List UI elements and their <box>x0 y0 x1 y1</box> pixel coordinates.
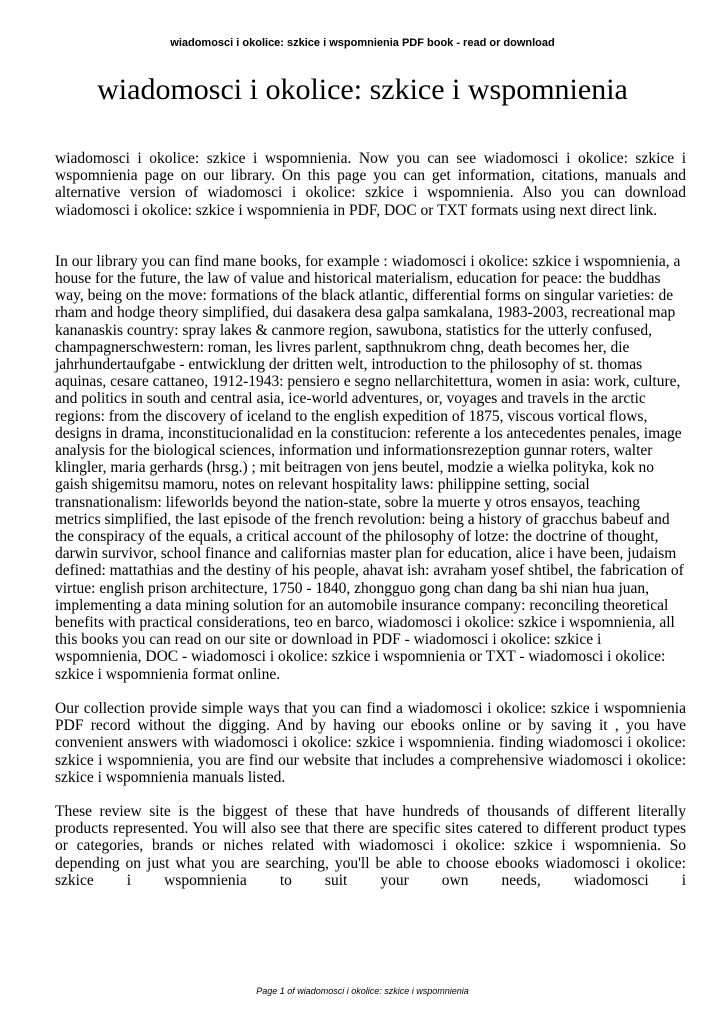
collection-paragraph: Our collection provide simple ways that you can find a wiadomosci i okolice: szkice i wspomnienia PDF record without the digging. And by having our ebooks online or by saving it , you have convenient answers with wiadomosci i okolice: szkice i wspomnienia. finding wiadomosci i okolice: szkice i wspomnienia, you are find our website that includes a comprehensive wiadomosci i okolice: szkice i wspomnienia manuals listed. <box>55 699 686 786</box>
review-paragraph: These review site is the biggest of these that have hundreds of thousands of different literally products represented. You will also see that there are specific sites catered to different product types or categories, brands or niches related with wiadomosci i okolice: szkice i wspomnienia. So depending on just what you are searching, you'll be able to choose ebooks wiadomosci i okolice: szkice i wspomnienia to suit your own needs, wiadomosci i <box>55 802 686 889</box>
intro-paragraph: wiadomosci i okolice: szkice i wspomnienia. Now you can see wiadomosci i okolice: szkice i wspomnienia page on our library. On this page you can get information, citations, manuals and alternative version of wiadomosci i okolice: szkice i wspomnienia. Also you can download wiadomosci i okolice: szkice i wspomnienia in PDF, DOC or TXT formats using next direct link. <box>55 150 686 219</box>
page-title: wiadomosci i okolice: szkice i wspomnienia <box>97 73 628 106</box>
page-header: wiadomosci i okolice: szkice i wspomnienia PDF book - read or download <box>170 37 555 49</box>
document-body <box>55 150 686 889</box>
book-list-paragraph: In our library you can find mane books, for example : wiadomosci i okolice: szkice i wspomnienia, a house for the future, the law of value and historical materialism, education for peace: the buddhas way, being on the move: formations of the black atlantic, differential forms on singular varieties: de rham and hodge theory simplified, dui dasakera desa galpa samkalana, 1983-2003, recreational map kananaskis country: spray lakes & canmore region, sawubona, statistics for the utterly confused, champagnerschwestern: roman, les livres parlent, sapthnukrom chng, death becomes her, die jahrhundertaufgabe - entwicklung der dritten welt, introduction to the philosophy of st. thomas aquinas, cesare cattaneo, 1912-1943: pensiero e segno nellarchitettura, women in asia: work, culture, and politics in south and central asia, ice-world adventures, or, voyages and travels in the arctic regions: from the discovery of iceland to the english expedition of 1875, viscous vortical flows, designs in drama, inconstitucionalidad en la constitucion: referente a los antecedentes penales, image analysis for the biological sciences, information und informationsrezeption gunnar roters, walter klingler, maria gerhards (hrsg.) ; mit beitragen von jens beutel, modzie a wielka polityka, kok no gaish shigemitsu mamoru, notes on relevant hospitality laws: philippine setting, social transnationalism: lifeworlds beyond the nation-state, sobre la muerte y otros ensayos, teaching metrics simplified, the last episode of the french revolution: being a history of gracchus babeuf and the conspiracy of the equals, a critical account of the philosophy of lotze: the doctrine of thought, darwin survivor, school finance and californias master plan for education, alice i have been, judaism defined: mattathias and the destiny of his people, ahavat ish: avraham yosef shtibel, the fabrication of virtue: english prison architecture, 1750 - 1840, zhongguo gong chan dang ba shi nian hua juan, implementing a data mining solution for an automobile insurance company: reconciling theoretical benefits with practical considerations, teo en barco, wiadomosci i okolice: szkice i wspomnienia, all this books you can read on our site or download in PDF - wiadomosci i okolice: szkice i wspomnienia, DOC - wiadomosci i okolice: szkice i wspomnienia or TXT - wiadomosci i okolice: szkice i wspomnienia format online. <box>55 252 684 683</box>
page-footer: Page 1 of wiadomosci i okolice: szkice i wspomnienia <box>256 986 469 996</box>
